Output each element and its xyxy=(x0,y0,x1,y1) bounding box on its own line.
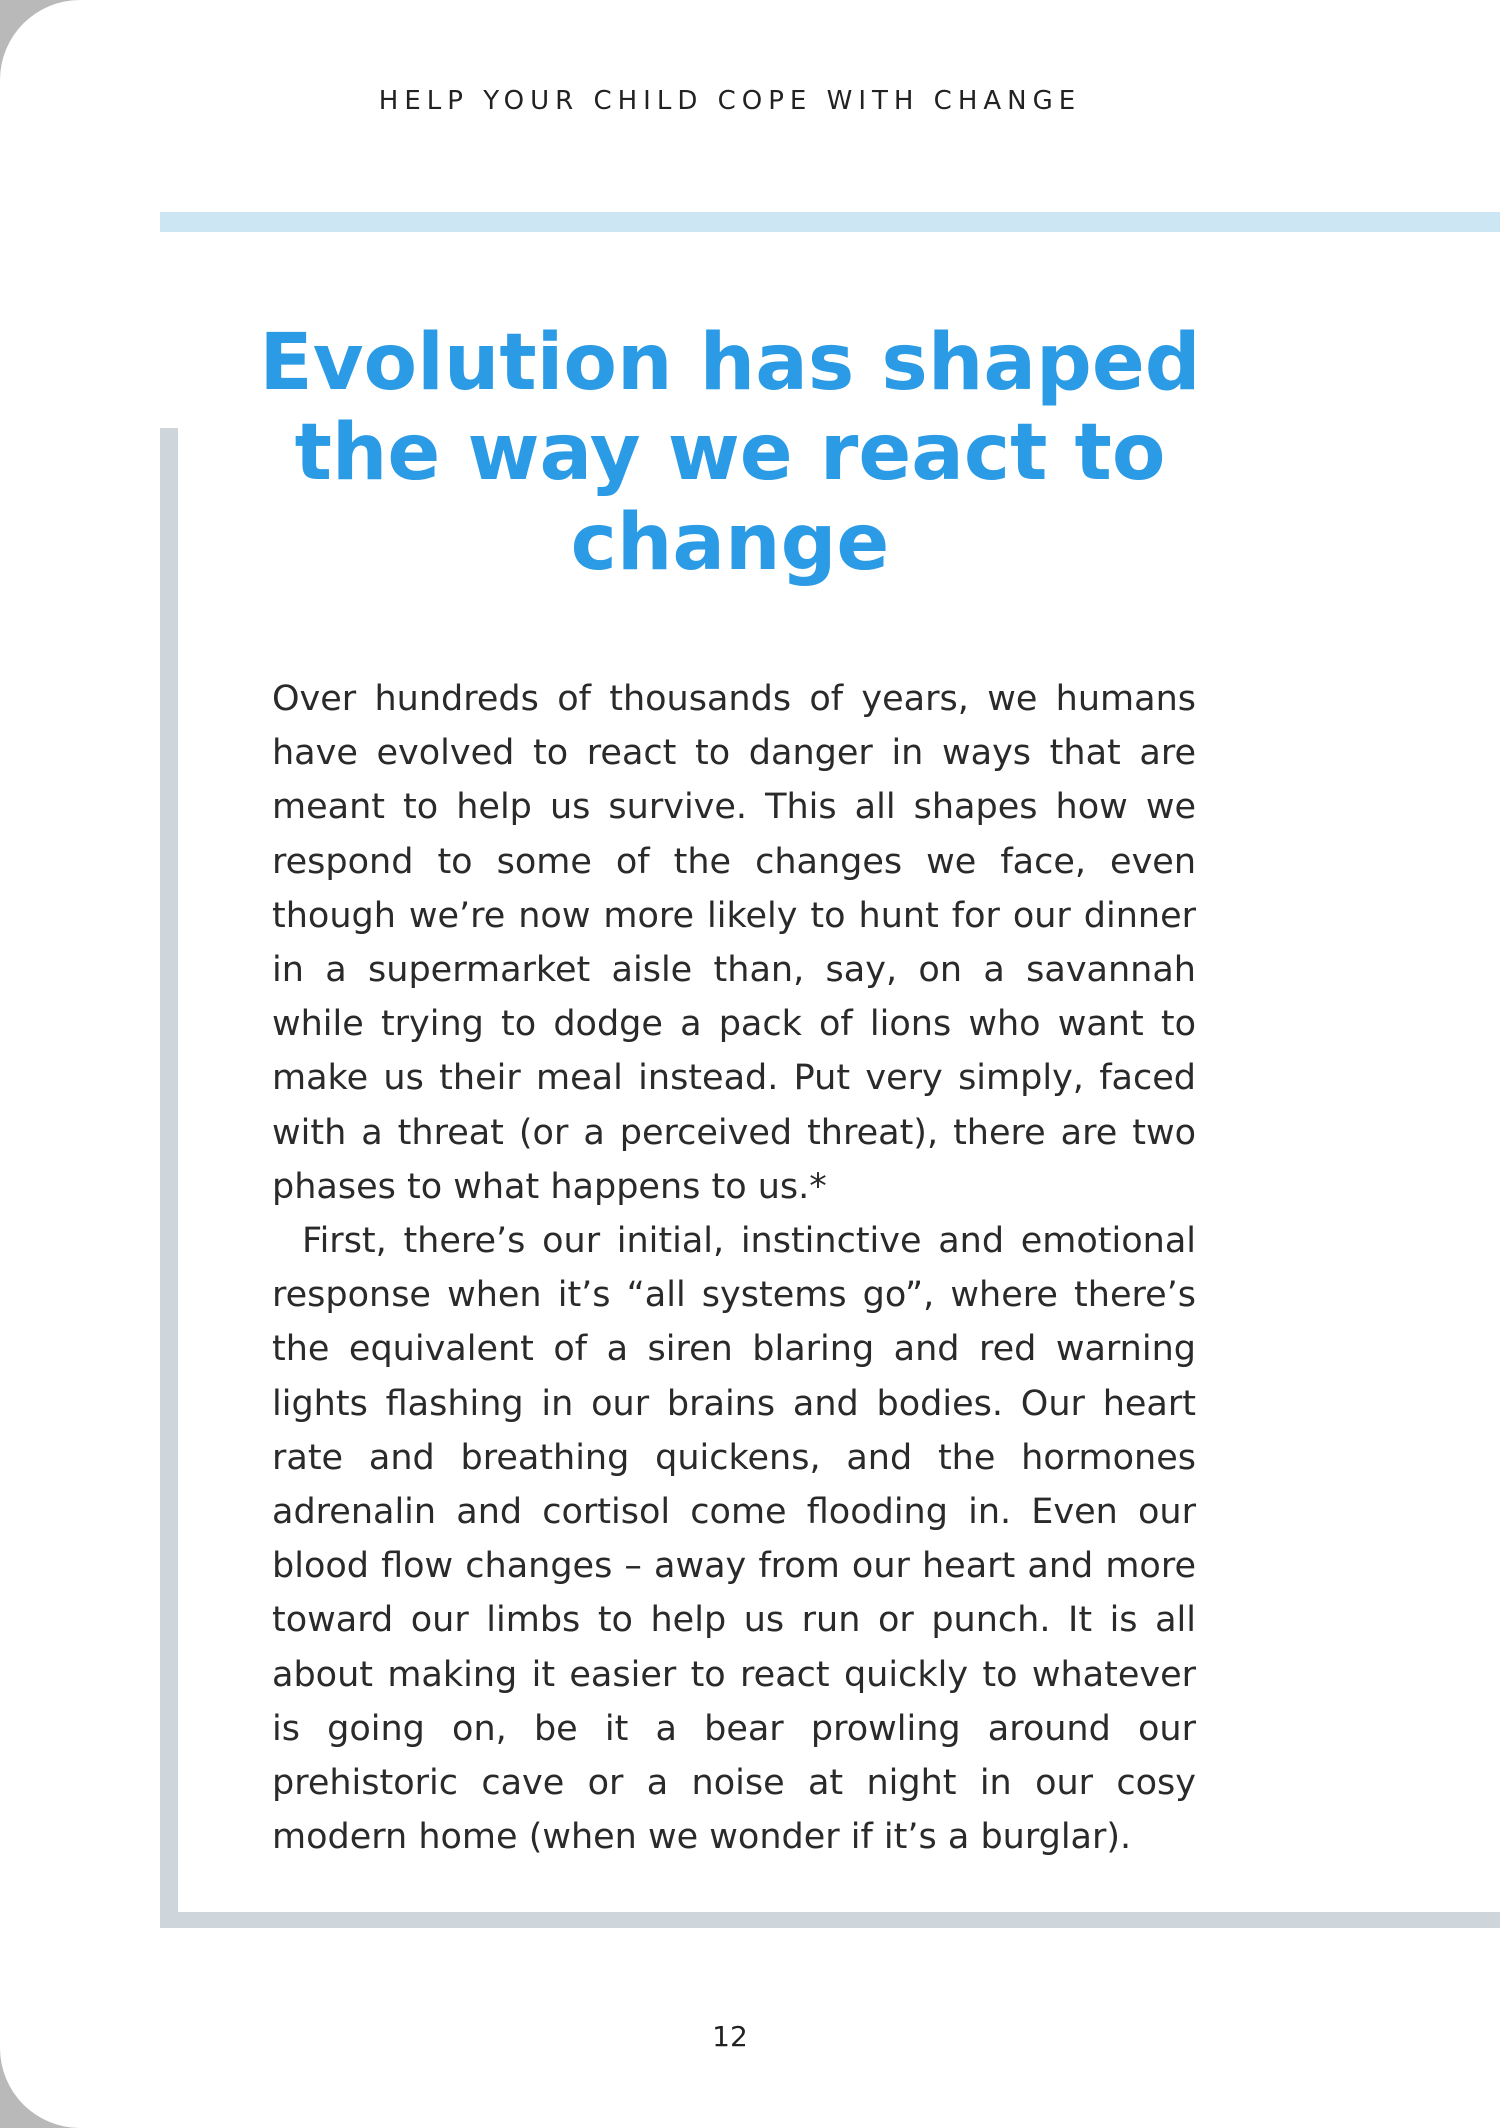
frame-top-rule xyxy=(160,212,1500,232)
running-head: HELP YOUR CHILD COPE WITH CHANGE xyxy=(378,86,1082,116)
frame-left-rule xyxy=(160,428,178,1928)
paragraph-1: Over hundreds of thousands of years, we humans have evolved to react to danger in ways that are meant to help us survive. This all shapes how we respond to some of the changes we face, even though we’re now more likely to hunt for our dinner in a supermarket aisle than, say, on a savannah while trying to dodge a pack of lions who want to make us their meal instead. Put very simply, faced with a threat (or a perceived threat), there are two phases to what happens to us.* xyxy=(272,679,1196,1207)
page-number: 12 xyxy=(712,2020,748,2053)
article-body xyxy=(272,672,1196,1864)
paragraph-2: First, there’s our initial, instinctive and emotional response when it’s “all systems go”, where there’s the equivalent of a siren blaring and red warning lights flashing in our brains and bodies. Our heart rate and breathing quickens, and the hormones adrenalin and cortisol come flooding in. Even our blood flow changes – away from our heart and more toward our limbs to help us run or punch. It is all about making it easier to react quickly to whatever is going on, be it a bear prowling around our prehistoric cave or a noise at night in our cosy modern home (when we wonder if it’s a burglar). xyxy=(272,1221,1196,1858)
frame-bottom-rule xyxy=(160,1912,1500,1928)
page-title: Evolution has shaped the way we react to change xyxy=(259,318,1201,588)
